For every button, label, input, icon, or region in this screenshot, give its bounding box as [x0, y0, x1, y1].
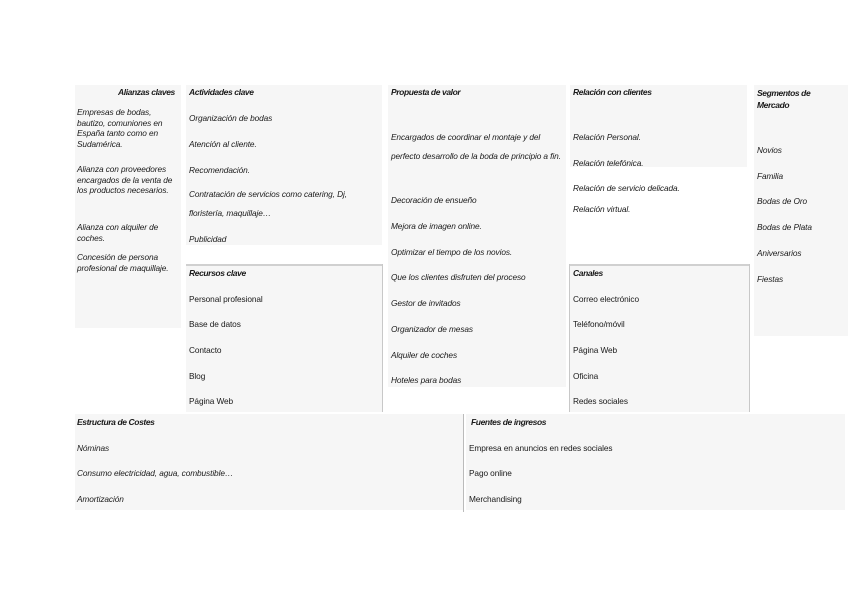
costes-box	[75, 414, 463, 510]
recursos-item-3: Contacto	[189, 345, 222, 355]
actividades-item-4: Contratación de servicios como catering, Dj, floristería, maquillaje…	[189, 189, 347, 218]
canales-left-border	[569, 264, 570, 412]
relacion-item-4: Relación virtual.	[573, 204, 631, 214]
canales-item-5: Redes sociales	[573, 396, 628, 406]
alianzas-paragraph-3: Alianza con alquiler de coches.	[77, 222, 159, 243]
propuesta-title: Propuesta de valor	[391, 87, 461, 97]
costes-ingresos-divider	[463, 414, 464, 512]
recursos-title: Recursos clave	[189, 268, 246, 278]
ingresos-item-2: Pago online	[469, 468, 512, 478]
segmentos-item-4: Bodas de Plata	[757, 222, 812, 232]
ingresos-box	[466, 414, 845, 510]
canales-right-border	[749, 264, 750, 412]
ingresos-item-3: Merchandising	[469, 494, 522, 504]
canales-item-3: Página Web	[573, 345, 618, 355]
propuesta-item-5: Que los clientes disfruten del proceso	[391, 272, 526, 282]
actividades-item-2: Atención al cliente.	[189, 139, 257, 149]
canales-title: Canales	[573, 268, 603, 278]
propuesta-item-2: Decoración de ensueño	[391, 195, 477, 205]
alianzas-paragraph-4: Concesión de persona profesional de maquillaje.	[77, 252, 169, 273]
segmentos-title: Segmentos de Mercado	[757, 88, 811, 110]
canales-item-2: Teléfono/móvil	[573, 319, 625, 329]
propuesta-item-7: Organizador de mesas	[391, 324, 473, 334]
recursos-item-1: Personal profesional	[189, 294, 263, 304]
relacion-box	[570, 85, 747, 167]
propuesta-item-3: Mejora de imagen online.	[391, 221, 482, 231]
propuesta-item-4: Optimizar el tiempo de los novios.	[391, 247, 513, 257]
relacion-item-2: Relación telefónica.	[573, 158, 644, 168]
actividades-title: Actividades clave	[189, 87, 254, 97]
ingresos-item-1: Empresa en anuncios en redes sociales	[469, 443, 613, 453]
alianzas-paragraph-2: Alianza con proveedores encargados de la venta de los productos necesarios.	[77, 164, 173, 195]
alianzas-paragraph-1: Empresas de bodas, bautizo, comuniones en España tanto como en Sudamérica.	[77, 107, 163, 149]
segmentos-item-6: Fiestas	[757, 274, 784, 284]
recursos-box	[186, 264, 382, 412]
segmentos-item-1: Novios	[757, 145, 782, 155]
recursos-item-5: Página Web	[189, 396, 234, 406]
segmentos-item-2: Familia	[757, 171, 784, 181]
costes-title: Estructura de Costes	[77, 417, 155, 427]
recursos-item-2: Base de datos	[189, 319, 241, 329]
propuesta-item-9: Hoteles para bodas	[391, 375, 462, 385]
actividades-item-3: Recomendación.	[189, 165, 250, 175]
relacion-title: Relación con clientes	[573, 87, 652, 97]
canales-top-border	[570, 264, 749, 266]
recursos-right-border	[382, 264, 383, 412]
recursos-top-border	[186, 264, 382, 266]
actividades-item-1: Organización de bodas	[189, 113, 273, 123]
actividades-item-5: Publicidad	[189, 234, 227, 244]
relacion-item-3: Relación de servicio delicada.	[573, 183, 680, 193]
segmentos-item-3: Bodas de Oro	[757, 196, 807, 206]
propuesta-item-6: Gestor de invitados	[391, 298, 461, 308]
recursos-item-4: Blog	[189, 371, 206, 381]
canales-box	[570, 264, 749, 412]
ingresos-title: Fuentes de ingresos	[471, 417, 547, 427]
segmentos-box	[754, 85, 848, 336]
relacion-item-1: Relación Personal.	[573, 132, 641, 142]
costes-item-1: Nóminas	[77, 443, 110, 453]
costes-item-3: Amortización	[77, 494, 124, 504]
alianzas-title: Alianzas claves	[118, 87, 175, 97]
canales-item-4: Oficina	[573, 371, 599, 381]
canales-item-1: Correo electrónico	[573, 294, 639, 304]
segmentos-item-5: Aniversarios	[757, 248, 802, 258]
costes-item-2: Consumo electricidad, agua, combustible…	[77, 468, 234, 478]
propuesta-item-8: Alquiler de coches	[391, 350, 457, 360]
propuesta-item-1: Encargados de coordinar el montaje y del perfecto desarrollo de la boda de principio a fin.	[391, 132, 561, 161]
